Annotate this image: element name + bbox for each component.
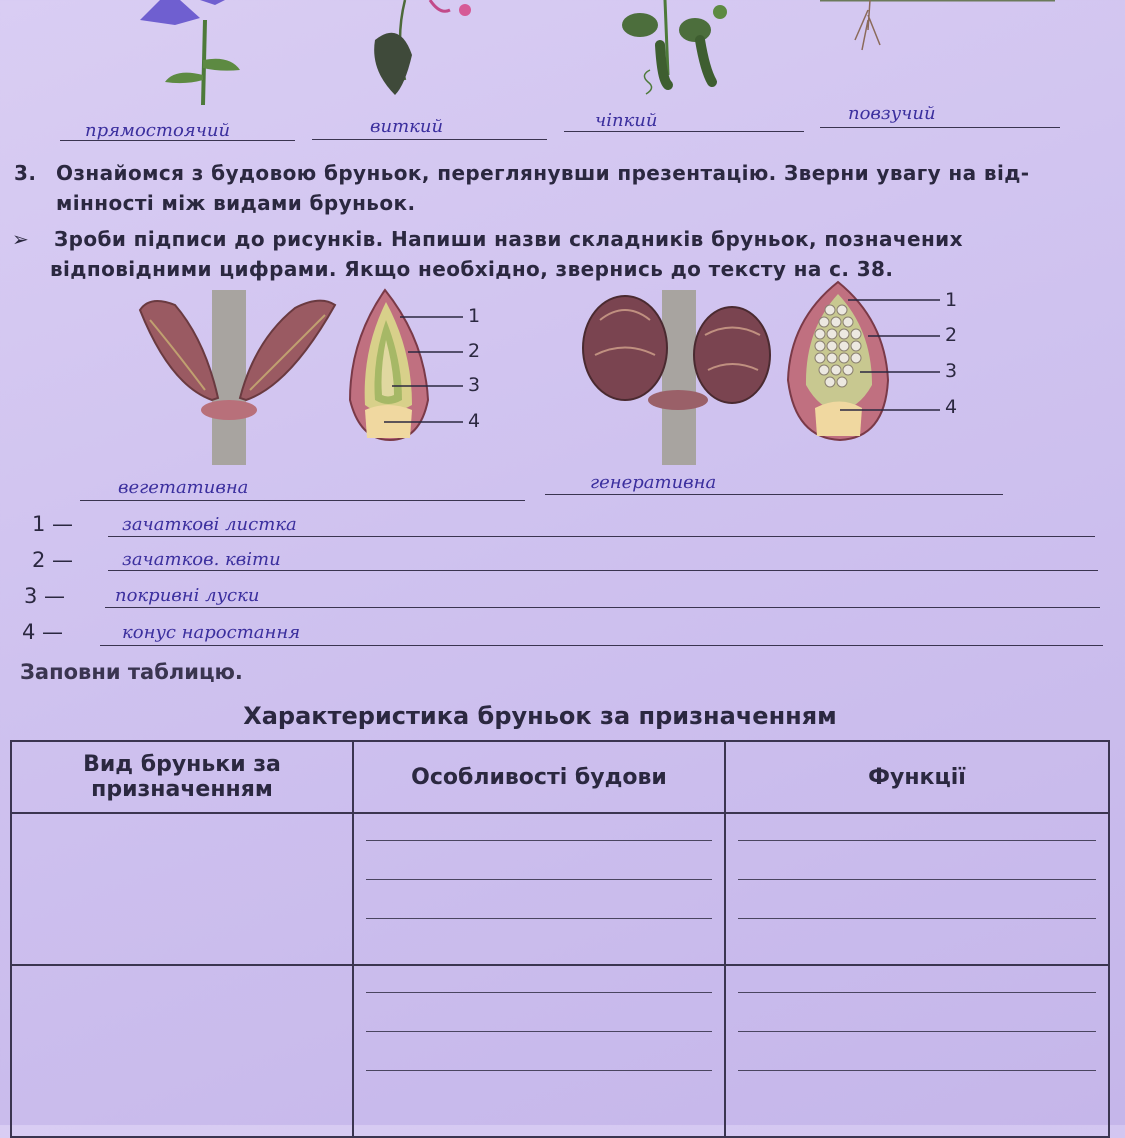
pea-plant-illustration — [622, 0, 727, 94]
stem-type-4: повзучий — [848, 103, 936, 124]
header-structure: Особливості будови — [353, 741, 725, 813]
answer-text-4: конус наростання — [122, 622, 301, 643]
task-number: 3. — [14, 161, 37, 185]
table-title: Характеристика бруньок за призначенням — [243, 702, 837, 730]
vegetative-buds-illustration — [140, 290, 335, 465]
generative-buds-illustration — [583, 290, 770, 465]
answer-num-1: 1 — — [32, 512, 74, 536]
task-text-line1: Ознайомся з будовою бруньок, переглянувши презентацію. Зверни увагу на від- — [56, 161, 1030, 185]
functions-cell[interactable] — [725, 965, 1109, 1137]
instruction-line1: Зроби підписи до рисунків. Напиши назви складників бруньок, позначених — [54, 227, 963, 251]
bellflower-illustration — [140, 0, 240, 105]
answer-line-4 — [820, 127, 1060, 128]
fill-table-instruction: Заповни таблицю. — [20, 660, 243, 684]
table-header-row — [11, 741, 1109, 813]
table-row — [11, 965, 1109, 1137]
vegetative-bud-section — [350, 290, 428, 440]
caption-line-right — [545, 494, 1003, 495]
right-label-4: 4 — [945, 396, 958, 418]
answer-num-4: 4 — — [22, 620, 64, 644]
answer-line-2 — [312, 139, 547, 140]
caption-right: генеративна — [590, 472, 717, 493]
answer-line-3 — [564, 131, 804, 132]
left-label-1: 1 — [468, 305, 481, 327]
header-bud-type: Вид бруньки за призначенням — [11, 741, 353, 813]
caption-left: вегетативна — [118, 477, 249, 498]
structure-cell[interactable] — [353, 965, 725, 1137]
generative-bud-section — [788, 282, 888, 440]
bud-type-cell[interactable] — [11, 813, 353, 965]
answer-text-1: зачаткові листка — [122, 514, 297, 535]
answer-text-3: покривні луски — [115, 585, 260, 606]
twining-plant-illustration — [374, 0, 471, 95]
answer-rule-4 — [100, 645, 1103, 646]
instruction-line2: відповідними цифрами. Якщо необхідно, звернись до тексту на с. 38. — [50, 257, 894, 281]
answer-text-2: зачатков. квіти — [122, 549, 281, 570]
right-label-2: 2 — [945, 324, 958, 346]
table-row — [11, 813, 1109, 965]
plant-illustrations — [0, 0, 1125, 120]
caption-line-left — [80, 500, 525, 501]
answer-rule-2 — [108, 570, 1098, 571]
right-label-1: 1 — [945, 289, 958, 311]
right-label-3: 3 — [945, 360, 958, 382]
bud-characteristics-table — [10, 740, 1110, 1138]
stem-type-1: прямостоячий — [85, 120, 231, 141]
stem-type-3: чіпкий — [595, 110, 658, 131]
left-label-4: 4 — [468, 410, 481, 432]
answer-num-3: 3 — — [24, 584, 66, 608]
answer-num-2: 2 — — [32, 548, 74, 572]
bullet-arrow-icon: ➢ — [12, 227, 30, 251]
task-text-line2: мінності між видами бруньок. — [56, 191, 416, 215]
answer-rule-1 — [108, 536, 1095, 537]
left-label-3: 3 — [468, 374, 481, 396]
left-label-2: 2 — [468, 340, 481, 362]
structure-cell[interactable] — [353, 813, 725, 965]
header-functions: Функції — [725, 741, 1109, 813]
functions-cell[interactable] — [725, 813, 1109, 965]
stem-type-2: виткий — [370, 116, 444, 137]
creeping-plant-illustration — [820, 0, 1055, 50]
bud-type-cell[interactable] — [11, 965, 353, 1137]
answer-rule-3 — [105, 607, 1100, 608]
